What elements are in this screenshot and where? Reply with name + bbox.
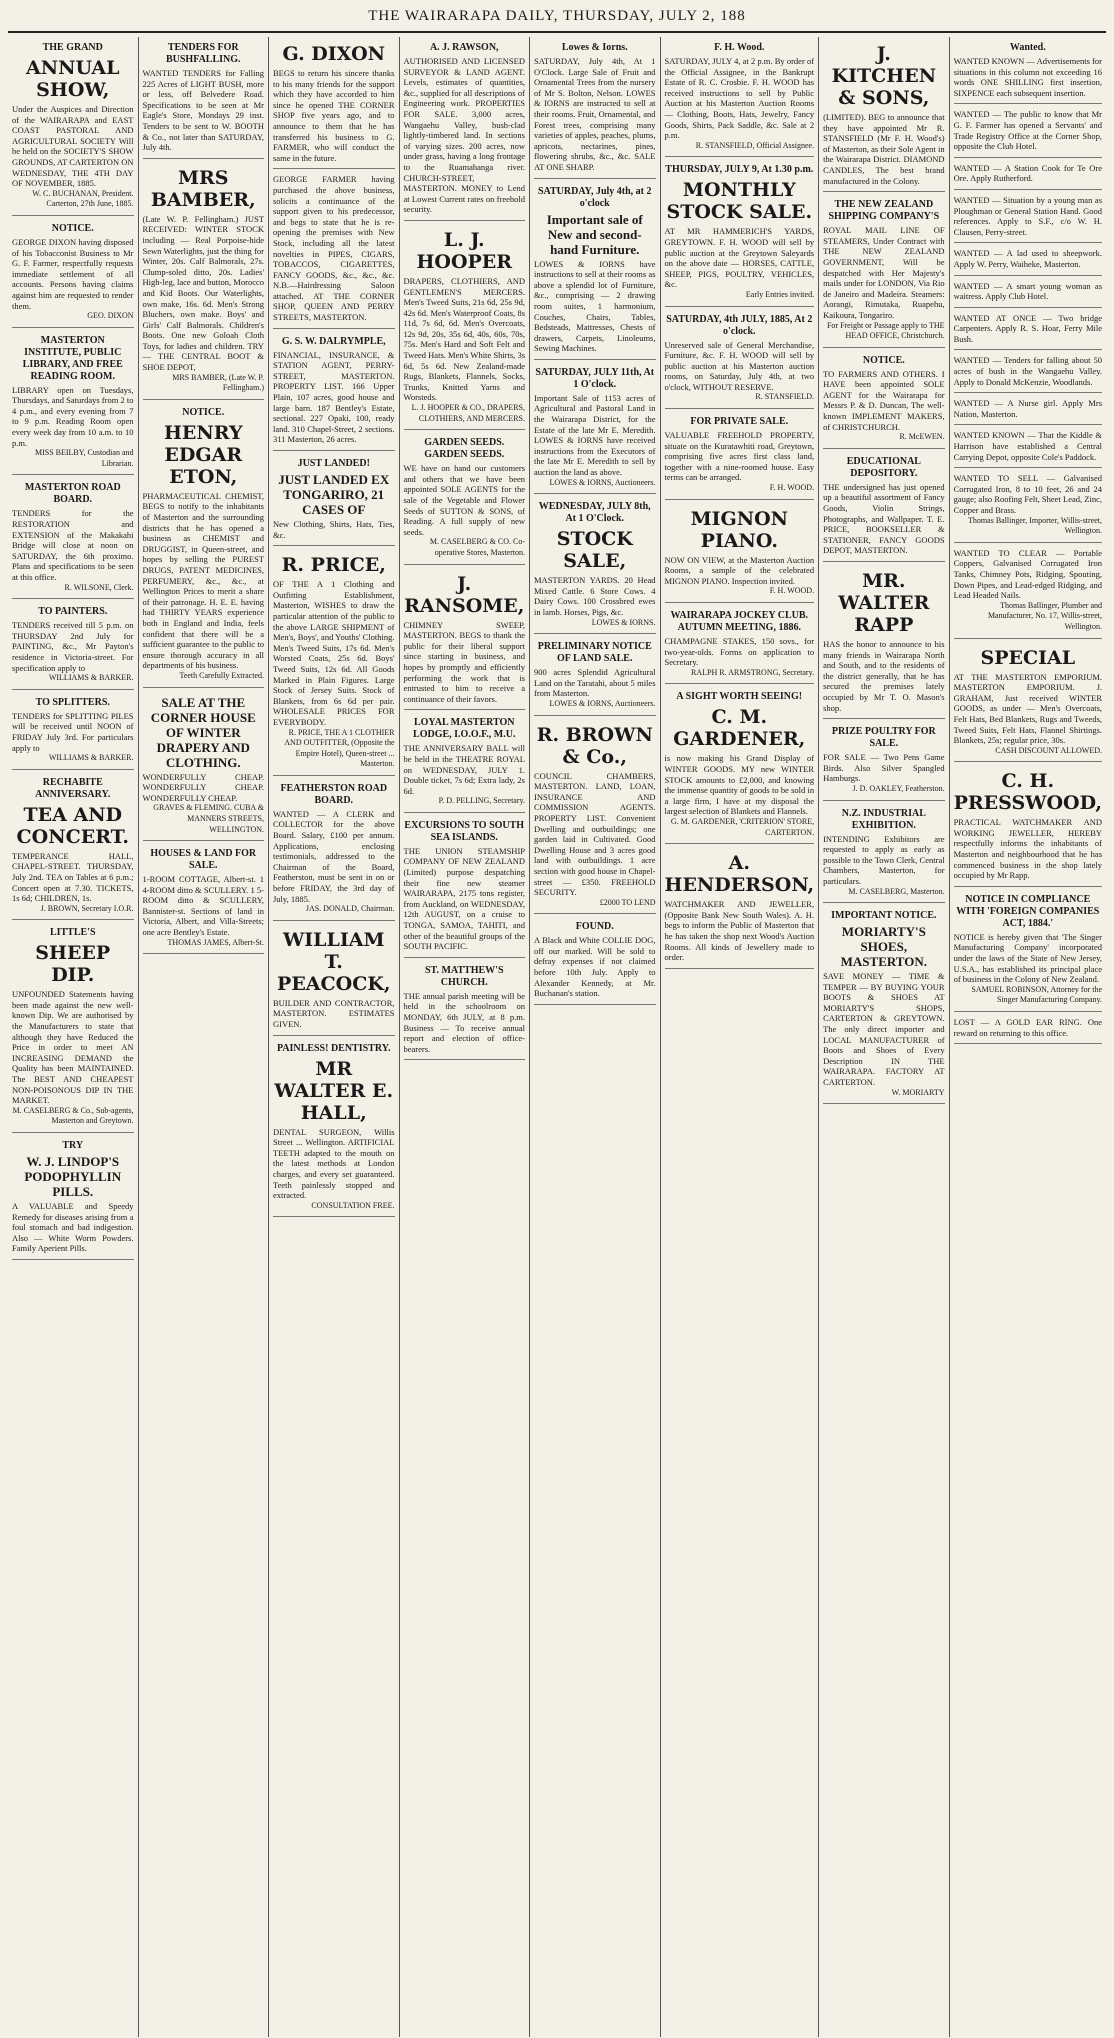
ad-display-line: R. PRICE, [281, 554, 386, 577]
advertisement [273, 331, 395, 451]
ad-display-line: SPECIAL [980, 646, 1076, 669]
ad-signature: J. BROWN, Secretary I.O.R. [40, 903, 134, 913]
ad-heading: RECHABITE ANNIVERSARY. [35, 776, 111, 800]
ad-body: 900 acres Splendid Agricultural Land on the Taratahi, about 5 miles from Masterton. [534, 667, 656, 699]
advertisement [823, 451, 945, 562]
ad-body: THE ANNIVERSARY BALL will be held in the THEATRE ROYAL on WEDNESDAY, JULY 1. Double ticket, 7s 6d; Extra lady, 2s 6d. [403, 743, 525, 796]
ad-body: TENDERS for the RESTORATION and EXTENSION of the Makakahi Bridge will close at noon on SATURDAY, the 6th proximo. Plans and specifications to be seen at this office. [12, 508, 134, 582]
ad-body: (LIMITED). BEG to announce that they have appointed Mr R. STANSFIELD (Mr F. H. Wood's) of Masterton, as their Sole Agent in the Wairarapa District. DIAMOND CANDLES, The best brand manufactured in the Colony. [823, 112, 945, 186]
advertisement [665, 309, 815, 410]
column-8 [950, 37, 1106, 2037]
ad-body: VALUABLE FREEHOLD PROPERTY, situate on the Kuratawhiti road, Greytown, comprising five acres first class land, together with a nine-roomed house. Easy terms can be arranged. [664, 430, 815, 483]
advertisement [954, 427, 1102, 468]
advertisement [404, 223, 526, 430]
ad-heading: TO PAINTERS. [38, 606, 108, 618]
advertisement [404, 567, 526, 711]
ad-body: SAVE MONEY — TIME & TEMPER — BY BUYING YOUR BOOTS & SHOES AT MORIARTY'S SHOPS, CARTERTON & GREYTOWN. The only direct importer and LOCAL MANUFACTURER of Boots and Shoes of Every Description IN THE WAIRARAPA. FACTORY AT CARTERTON. [823, 971, 945, 1088]
advertisement [273, 923, 395, 1036]
ad-body: WANTED — Situation by a young man as Ploughman or General Station Hand. Good references. Apply to S.F., c/o W. H. Clausen, Perry-street. [953, 194, 1103, 237]
ad-display-line: MORIARTY'S SHOES, MASTERTON. [840, 924, 927, 970]
ad-heading: JUST LANDED! [297, 458, 370, 469]
ad-signature: CONSULTATION FREE. [311, 1200, 395, 1210]
advertisement [404, 960, 526, 1061]
column-4 [400, 37, 531, 2037]
ad-heading: LITTLE'S [49, 927, 96, 939]
ad-heading: THE NEW ZEALAND SHIPPING COMPANY'S [828, 199, 940, 223]
ad-body: A VALUABLE and Speedy Remedy for diseases arising from a foul stomach and bad indigestion. Also — White Worm Powders. Family Aperient Pills. [12, 1201, 134, 1254]
ad-signature: LOWES & IORNS. [591, 617, 656, 627]
ad-heading: FOR PRIVATE SALE. [690, 416, 789, 428]
ad-signature: Teeth Carefully Extracted. [179, 670, 264, 680]
advertisement [823, 905, 945, 1104]
ad-signature: L. J. HOOPER & CO., DRAPERS, CLOTHIERS, AND MERCERS. [411, 403, 525, 423]
advertisement [273, 453, 395, 546]
ad-display-line: R. BROWN & Co., [536, 723, 653, 768]
ad-signature: Early Entries invited. [745, 289, 815, 299]
advertisement [273, 548, 395, 776]
ad-body: WANTED AT ONCE — Two bridge Carpenters. Apply R. S. Hoar, Ferry Mile Bush. [953, 312, 1103, 344]
ad-body: WANTED TO CLEAR — Portable Coppers, Galvanised Corrugated Iron Tanks, Chimney Pots, Ridging, Spouting, Down Pipes, and Lead-edged Ridging, and Lead Headed Nails. [953, 547, 1103, 601]
advertisement [954, 641, 1102, 763]
ad-heading: TRY [62, 1140, 84, 1151]
ad-body: DRAPERS, CLOTHIERS, AND GENTLEMEN'S MERCERS. Men's Tweed Suits, 21s 6d, 25s 9d, 42s 6d. Men's Waterproof Coats, 8s 11d, 7s 6d, 6d. Men's Overcoats, 12s 9d, 20s, 35s 6d, 40s, 60s, 70s, 75s. Men's Hard and Soft Felt and Tweed Hats. Men's White Shirts, 3s 6d, 5s 6d. New Zealand-made Rugs, Blankets, Flannels, Socks, Trunks, Knitted Yarns and Worsteds. [403, 275, 525, 403]
advertisement [665, 686, 815, 844]
ad-heading: TO SPLITTERS. [35, 696, 110, 708]
ad-display-line: MIGNON PIANO. [690, 507, 788, 552]
ad-signature: P. D. PELLING, Secretary. [438, 796, 525, 806]
ad-signature: CASH DISCOUNT ALLOWED. [995, 745, 1103, 755]
ad-body: WANTED — A Station Cook for Te Ore Ore. Apply Rutherford. [953, 162, 1103, 184]
ad-display-line: A. HENDERSON, [664, 852, 815, 897]
ad-signature: THOMAS JAMES, Albert-St. [167, 937, 264, 947]
advertisement [534, 916, 656, 1005]
advertisement [954, 545, 1102, 639]
advertisement [534, 37, 656, 179]
advertisement [954, 245, 1102, 275]
advertisement [954, 470, 1102, 543]
ad-display-line: W. J. LINDOP'S PODOPHYLLIN PILLS. [24, 1154, 122, 1199]
ad-heading: WEDNESDAY, JULY 8th, At 1 O'Clock. [538, 501, 651, 525]
ad-heading: MASTERTON ROAD BOARD. [24, 482, 121, 506]
ad-heading: SATURDAY, July 4th, at 2 o'clock [537, 185, 652, 209]
advertisement [823, 350, 945, 449]
ad-heading: LOYAL MASTERTON LODGE, I.O.O.F., M.U. [413, 717, 516, 741]
advertisement [954, 160, 1102, 190]
ad-heading: NOTICE. [862, 354, 905, 366]
ad-display-line: Important sale of New and second-hand Furniture. [546, 211, 643, 257]
ad-heading: EXCURSIONS TO SOUTH SEA ISLANDS. [404, 819, 525, 843]
ad-body: LOWES & IORNS have instructions to sell at their rooms as above a splendid lot of Furniture, &c., comprising — 2 drawing room suites, 1 harmonium, Couches, Chairs, Tables, Bedsteads, Mattresses, Chests of drawers, Carpets, Linoleums, Sewing Machines. [534, 258, 656, 354]
ad-heading: MASTERTON INSTITUTE, PUBLIC LIBRARY, AND FREE READING ROOM. [22, 334, 123, 382]
ad-body: TO FARMERS AND OTHERS. I HAVE been appointed SOLE AGENT for the Wairarapa for Messrs P. & D. Duncan, The well-known IMPLEMENT MAKERS, of CHRISTCHURCH. [823, 368, 945, 432]
advertisement [665, 411, 815, 500]
advertisement [534, 636, 656, 715]
ad-body: NOW ON VIEW, at the Masterton Auction Rooms, a sample of the celebrated MIGNON PIANO. Inspection invited. [664, 554, 815, 586]
ad-body: DENTAL SURGEON, Willis Street ... Wellington. ARTIFICIAL TEETH adapted to the mouth on the latest methods at London charges, and every set guaranteed. Teeth painlessly stopped and extracted. [273, 1126, 395, 1201]
ad-display-line: JUST LANDED EX TONGARIRO, 21 CASES OF [278, 472, 390, 517]
ad-heading: NOTICE. [51, 222, 94, 234]
ad-heading: Lowes & Iorns. [561, 42, 628, 53]
ad-heading: NOTICE. [182, 406, 225, 418]
advertisement [12, 922, 134, 1133]
ad-display-line: J. KITCHEN & SONS, [831, 43, 937, 109]
ad-signature: R. STANSFIELD, Official Assignee. [695, 140, 815, 150]
ad-body: WANTED TO SELL — Galvanised Corrugated Iron, 8 to 10 feet, 26 and 24 gauge; also Roofing Felt, Sheet Lead, Zinc, Copper and Brass. [953, 473, 1103, 515]
ad-display-line: WILLIAM T. PEACOCK, [277, 928, 391, 995]
ad-body: CHAMPAGNE STAKES, 150 sovs., for two-year-olds. Forms on application to Secretary. [664, 636, 815, 668]
ad-body: ROYAL MAIL LINE OF STEAMERS, Under Contract with THE NEW ZEALAND GOVERNMENT, Will be despatched with Her Majesty's mails under for LONDON, Via Rio de Janeiro and Madeira. Steamers: Aorangi, Rimutaka, Ruapehu, Kaikoura, Tongariro. [823, 225, 945, 320]
ad-body: WANTED — A CLERK and COLLECTOR for the above Board. Salary, £100 per annum. Applications, enclosing testimonials, addressed to the Chairman of the Board, Featherston, must be sent in on or before FRIDAY, the 3rd day of July, 1885. [273, 808, 395, 904]
ad-heading: N.Z. INDUSTRIAL EXHIBITION. [841, 807, 926, 831]
ad-signature: R. PRICE, THE A 1 CLOTHIER AND OUTFITTER, (Opposite the Empire Hotel), Queen-street ... Masterton. [284, 727, 395, 769]
advertisement [823, 803, 945, 904]
ad-body: THE undersigned has just opened up a beautiful assortment of Fancy Goods, Violin Strings, Photographs, and Wallpaper. T. E. PRICE, BOOKSELLER & STATIONER, FANCY GOODS DEPOT, MASTERTON. [823, 481, 945, 556]
ad-body: CHIMNEY SWEEP, MASTERTON. BEGS to thank the public for their liberal support since starting in business, and hopes by promptly and efficiently performing the work that is entrusted to him to receive a continuance of their favors. [403, 619, 525, 704]
ad-signature: W. MORIARTY [891, 1087, 945, 1097]
advertisement [12, 477, 134, 599]
ad-body: WANTED KNOWN — That the Kiddle & Harrison have established a Central Carrying Depot, opposite Cole's Paddock. [953, 430, 1103, 462]
ad-signature: MRS BAMBER, (Late W. P. Fellingham.) [172, 372, 264, 393]
ad-signature: F. H. WOOD. [769, 586, 815, 596]
masthead-title: THE WAIRARAPA DAILY, THURSDAY, JULY 2, 188 [368, 8, 746, 24]
ad-signature: M. CASELBERG & Co., Sub-agents, Masterton and Greytown. [12, 1105, 134, 1126]
advertisement [12, 692, 134, 770]
ad-signature: G. M. GARDENER, 'CRITERION' STORE, CARTERTON. [670, 816, 815, 837]
ad-body: THE annual parish meeting will be held in the schoolroom on MONDAY, 6th JULY, at 8 p.m. Business — To receive annual report and election of office-bearers. [403, 990, 525, 1054]
advertisement [954, 278, 1102, 308]
advertisement [954, 192, 1102, 243]
ad-body: FINANCIAL, INSURANCE, & STATION AGENT, PERRY-STREET, MASTERTON. PROPERTY LIST. 166 Upper Plain, 107 acres, good house and large barn. 187 Bentley's Estate, sectional. 227 Opaki, 100, ready land. 310 Chapel-Street, 2 sections. 311 Masterton, 26 acres. [273, 349, 395, 445]
ad-body: WANTED — A Nurse girl. Apply Mrs Nation, Masterton. [953, 398, 1103, 419]
ad-signature: Thomas Ballinger, Plumber and Manufacturer, No. 17, Willis-street, Wellington. [987, 600, 1103, 631]
advertisement [954, 395, 1102, 425]
ad-heading: NOTICE IN COMPLIANCE WITH 'FOREIGN COMPANIES ACT, 1884.' [956, 893, 1100, 929]
ad-body: BUILDER AND CONTRACTOR, MASTERTON. ESTIMATES GIVEN. [273, 997, 395, 1029]
advertisement [404, 37, 526, 221]
ad-signature: J. D. OAKLEY, Featherston. [852, 783, 945, 793]
ad-heading: FEATHERSTON ROAD BOARD. [280, 782, 388, 806]
ad-signature: GRAVES & FLEMING. CUBA & MANNERS STREETS, WELLINGTON. [153, 803, 264, 834]
ad-display-line: ANNUAL SHOW, [25, 57, 120, 101]
ad-body: 1-ROOM COTTAGE, Albert-st. 1 4-ROOM ditto & SCULLERY. 1 5-ROOM ditto & SCULLERY, Bannister-st. Sections of land in Victoria, Albert, and Villa-Streets; one acre Bentley's Estate. [142, 874, 264, 938]
advertisement [12, 37, 134, 216]
ad-signature: M. CASELBERG, Masterton. [848, 886, 945, 896]
ad-body: NOTICE is hereby given that 'The Singer Manufacturing Company' incorporated under the laws of the State of New Jersey, U.S.A., has established its principal place of business in the Colony of New Zealand. [953, 931, 1103, 985]
advertisement [665, 502, 815, 603]
ad-heading: TENDERS FOR BUSHFALLING. [165, 42, 241, 65]
ad-display-line: MONTHLY STOCK SALE. [666, 179, 813, 224]
columns-container [8, 37, 1106, 2037]
advertisement [404, 432, 526, 564]
ad-heading: THURSDAY, JULY 9, At 1.30 p.m. [665, 164, 814, 176]
ad-body: Unreserved sale of General Merchandise, Furniture, &c. F. H. WOOD will sell by public auction at his Masterton auction rooms, on Saturday, July 4th, at two o'clock, WITHOUT RESERVE. [664, 339, 815, 392]
ad-body: AUTHORISED AND LICENSED SURVEYOR & LAND AGENT. Levels, estimates of quantities, &c., supplied for all descriptions of Engineering work. PROPERTIES FOR SALE. 3,000 acres, Wangaehu Valley, bush-clad lightly-timbered land. In sections of varying sizes. 200 acres, now under grass, having a long frontage to the Ruamahanga river. CHURCH-STREET, MASTERTON. MONEY to Lend at Lowest Current rates on freehold security. [403, 56, 525, 215]
ad-signature: £2000 TO LEND [599, 897, 656, 907]
ad-display-line: MR. WALTER RAPP [838, 570, 930, 636]
ad-body: WONDERFULLY CHEAP. WONDERFULLY CHEAP. WONDERFULLY CHEAP. [142, 771, 264, 803]
ad-body: GEORGE FARMER having purchased the above business, solicits a continuance of the support given to his predecessor, and begs to state that he is re-opening the premises with New Stock, including all the latest novelties in PIPES, CIGARS, TOBACCOS, CIGARETTES, FANCY GOODS, &c., &c., &c. N.B.—Hairdressing Saloon attached. AT THE CORNER SHOP, QUEEN AND PERRY STREETS, MASTERTON. [273, 174, 395, 323]
advertisement [954, 310, 1102, 351]
ad-body: COUNCIL CHAMBERS, MASTERTON. LAND, LOAN, INSURANCE AND COMMISSION AGENTS. PROPERTY LIST. Convenient Dwelling and outbuildings; one garden laid in Cultivated. Good Dwelling House and 3 acres good land with outbuildings. 1 acre section with good house in Chapel-street — £350. FREEHOLD SECURITY. [534, 770, 656, 898]
ad-signature: R. WILSONE, Clerk. [64, 582, 134, 592]
ad-signature: JAS. DONALD, Chairman. [305, 904, 395, 914]
ad-signature: For Freight or Passage apply to THE HEAD OFFICE, Christchurch. [826, 320, 945, 341]
ad-heading: SATURDAY, 4th JULY, 1885, At 2 o'clock. [666, 313, 813, 337]
ad-display-line: TEA AND CONCERT. [16, 803, 129, 848]
advertisement [823, 37, 945, 192]
advertisement [143, 843, 265, 954]
ad-signature: SAMUEL ROBINSON, Attorney for the Singer Manufacturing Company. [971, 984, 1103, 1005]
ad-body: MASTERTON YARDS. 20 Head Mixed Cattle. 6 Store Cows. 4 Dairy Cows. 100 Crossbred ewes in lamb. Horses, Pigs, &c. [534, 575, 656, 617]
ad-signature: W. C. BUCHANAN, President. Carterton, 27th June, 1885. [32, 188, 134, 209]
advertisement [954, 352, 1102, 393]
advertisement [823, 564, 945, 719]
ad-body: New Clothing, Shirts, Hats, Ties, &c. [273, 519, 395, 540]
ad-body: WE have on hand our customers and others that we have been appointed SOLE AGENTS for the sale of the Vegetable and Flower Seeds of SUTTON & SONS, of Reading. A full supply of new seeds. [403, 463, 525, 537]
ad-signature: WILLIAMS & BARKER. [48, 673, 134, 683]
advertisement [823, 194, 945, 348]
ad-signature: Thomas Ballinger, Importer, Willis-street, Wellington. [968, 515, 1103, 536]
column-3 [269, 37, 400, 2037]
ad-body: LOST — A GOLD EAR RING. One reward on returning to this office. [953, 1017, 1103, 1038]
ad-body: FOR SALE — Two Pens Game Birds. Also Silver Spangled Hamburgs. [823, 752, 945, 784]
advertisement [665, 846, 815, 969]
ad-display-line: L. J. HOOPER [416, 228, 513, 273]
ad-signature: RALPH R. ARMSTRONG, Secretary. [691, 667, 815, 677]
advertisement [954, 37, 1102, 104]
ad-body: Under the Auspices and Direction of the WAIRARAPA and EAST COAST PASTORAL AND AGRICULTURAL SOCIETY Will be held on the SOCIETY'S SHOW GROUNDS, AT CARTERTON ON WEDNESDAY, THE 4TH DAY OF NOVEMBER, 1885. [12, 104, 134, 189]
ad-heading: PRIZE POULTRY FOR SALE. [831, 726, 936, 750]
ad-body: GEORGE DIXON having disposed of his Tobacconist Business to Mr G. F. Farmer, respectfully requests immediate settlement of all accounts. Persons having claims against him are requested to render them. [12, 236, 134, 311]
ad-signature: F. H. WOOD. [769, 483, 815, 493]
ad-display-line: MRS BAMBER, [150, 166, 256, 211]
advertisement [954, 889, 1102, 1012]
advertisement [273, 171, 395, 328]
column-2 [139, 37, 270, 2037]
ad-body: (Late W. P. Fellingham.) JUST RECEIVED: WINTER STOCK including — Real Porpoise-hide Sewn Waterlights, just the thing for Winter, 20s. Calf Balmorals, 27s. Clump-soled ditto, 20s. Ladies' High-leg, lace and button, Morocco and Kid Boots. Our Waterlights, own make, 16s. 6d. Men's Strong Bluchers, own make. Boys' and Girls' Calf Balmorals. Children's Boots. One new Goloah Cloth Toys, for ladies and children. TRY — THE CENTRAL BOOT & SHOE DEPOT, [142, 213, 264, 373]
ad-heading: THE GRAND [42, 42, 103, 53]
ad-heading: A SIGHT WORTH SEEING! [676, 691, 803, 703]
ad-body: SATURDAY, July 4th, At 1 O'Clock. Large Sale of Fruit and Ornamental Trees from the nursery of Mr S. Bolton, Nelson. LOWES & IORNS are instructed to sell at their rooms. Fruit, Ornamental, and Forest trees, comprising many varieties of apples, peaches, plums, apricots, nectarines, pines, flowering shrubs, &c., &c. SALE AT ONE SHARP. [534, 56, 656, 172]
ad-heading: FOUND. [575, 921, 614, 933]
advertisement [534, 362, 656, 494]
advertisement [665, 37, 815, 157]
advertisement [404, 712, 526, 813]
ad-signature: WILLIAMS & BARKER. [48, 753, 134, 763]
ad-display-line: C. H. PRESSWOOD, [953, 770, 1103, 815]
column-1 [8, 37, 139, 2037]
ad-heading: Wanted. [1009, 42, 1046, 53]
advertisement [665, 159, 815, 306]
ad-body: WANTED — Tenders for falling about 50 acres of bush in the Wangaehu Valley. Apply to Donald McKenzie, Woodlands. [953, 355, 1103, 387]
masthead [8, 4, 1106, 33]
advertisement [273, 1038, 395, 1218]
ad-heading: EDUCATIONAL DEPOSITORY. [846, 455, 921, 479]
ad-heading: PRELIMINARY NOTICE OF LAND SALE. [537, 641, 652, 665]
ad-body: UNFOUNDED Statements having been made against the new well-known Dip. We are authorised by the Manufacturers to state that although they have Reduced the Price in order to meet AN INCREASING DEMAND the Quality has been MAINTAINED. The BEST AND CHEAPEST NON-POISONOUS DIP IN THE MARKET. [12, 989, 134, 1106]
ad-signature: LOWES & IORNS, Auctioneers. [549, 698, 656, 708]
advertisement [404, 815, 526, 958]
ad-display-line: STOCK SALE, [556, 528, 633, 573]
ad-body: Important Sale of 1153 acres of Agricultural and Pastoral Land in the Wairarapa District, for the Estate of the late Mr E. Meredith. LOWES & IORNS have received instructions from the Executors of the late Mr E. Meredith to sell by auction the land as above. [534, 392, 656, 478]
advertisement [534, 181, 656, 360]
column-7 [819, 37, 950, 2037]
column-5 [530, 37, 661, 2037]
ad-signature: R. McEWEN. [899, 432, 945, 442]
advertisement [823, 721, 945, 800]
ad-body: LIBRARY open on Tuesdays, Thursdays, and Saturdays from 2 to 4 p.m., and every evening from 7 to 9 p.m. Reading Room open every week day from 10 a.m. to 10 p.m. [12, 384, 134, 448]
ad-signature: R. STANSFIELD. [755, 392, 815, 402]
advertisement [143, 690, 265, 842]
ad-body: BEGS to return his sincere thanks to his many friends for the support which they have accorded to him since he opened THE CORNER SHOP five years ago, and to announce to them that he has transferred his business to G. FARMER, who will conduct the same in the future. [273, 68, 395, 163]
advertisement [954, 764, 1102, 887]
ad-body: WATCHMAKER AND JEWELLER, (Opposite Bank New South Wales). A. H. begs to inform the Public of Masterton that he has taken the shop next Wood's Auction Rooms. All kinds of Jewellery made to order. [664, 899, 815, 963]
advertisement [954, 1014, 1102, 1044]
ad-heading: A. J. RAWSON, [429, 42, 499, 53]
ad-heading: ST. MATTHEW'S CHURCH. [424, 964, 504, 988]
ad-signature: GEO. DIXON [87, 311, 134, 321]
advertisement [143, 37, 265, 159]
ad-body: TEMPERANCE HALL, CHAPEL-STREET. THURSDAY, July 2nd. TEA on Tables at 6 p.m.; Concert open at 7.30. TICKETS, 1s 6d; CHILDREN, 1s. [12, 850, 134, 904]
ad-display-line: MR WALTER E. HALL, [274, 1057, 394, 1124]
ad-body: TENDERS received till 5 p.m. on THURSDAY 2nd July for PAINTING, &c., Mr Payton's residence in Victoria-street. For specification apply to [12, 620, 134, 673]
ad-display-line: SHEEP DIP. [35, 942, 111, 987]
ad-body: HAS the honor to announce to his many friends in Wairarapa North and South, and to the residents of the district generally, that he has secured the premises lately occupied by Mr T. O. Mason's shop. [823, 639, 945, 713]
ad-body: TENDERS for SPLITTING PILES will be received until NOON of FRIDAY July 3rd. For particulars apply to [12, 710, 134, 753]
ad-body: AT THE MASTERTON EMPORIUM. MASTERTON EMPORIUM. J. GRAHAM, Just received WINTER GOODS, as under — Men's Overcoats, Felt Hats, Bed Blankets, Rugs and Tweeds, Tweed Suits, Felt Hats, Flannel Shirtings. Blankets, 25s; regular price, 30s. [953, 671, 1103, 746]
advertisement [12, 330, 134, 476]
ad-display-line: C. M. GARDENER, [673, 706, 806, 751]
ad-body: WANTED — A lad used to sheepwork. Apply W. Perry, Waiheke, Masterton. [953, 248, 1103, 269]
ad-body: SATURDAY, JULY 4, at 2 p.m. By order of the Official Assignee, in the Bankrupt Estate of R. C. Crosbie. F. H. WOOD has received instructions to sell by Public Auction at his Masterton Auction Rooms — Clothing, Boots, Hats, Jewelry, Fancy Goods, Shirts, Pack Saddle, &c. Sale at 2 p.m. [664, 56, 815, 141]
ad-body: WANTED KNOWN — Advertisements for situations in this column not exceeding 16 words ONE SHILLING first insertion, SIXPENCE each subsequent insertion. [953, 56, 1103, 98]
ad-heading: G. S. W. DALRYMPLE, [281, 335, 386, 347]
ad-body: PHARMACEUTICAL CHEMIST, BEGS to notify to the inhabitants of Masterton and the surrounding districts that he has opened a business as CHEMIST and DRUGGIST, in Queen-street, and hopes by selling the PUREST DRUGS, PATENT MEDICINES, PERFUMERY, &c., &c., at Wellington Prices to merit a share of their patronage. H. E. E. having had THIRTY YEARS experience both in England and India, feels confident that there will be a sufficient guarantee to the public to ensure thorough accuracy in all departments of his business. [142, 490, 264, 671]
ad-heading: HOUSES & LAND FOR SALE. [150, 848, 257, 872]
ad-display-line: G. DIXON [282, 43, 385, 65]
advertisement [954, 106, 1102, 157]
advertisement [534, 718, 656, 915]
advertisement [12, 772, 134, 921]
ad-heading: GARDEN SEEDS. GARDEN SEEDS. [424, 437, 505, 461]
ad-body: is now making his Grand Display of WINTER GOODS. MY new WINTER STOCK amounts to £2,000, and knowing the immense quantity of goods to be sold in a large firm, I have at my disposal the largest selection of Blankets and Flannels. [664, 753, 815, 817]
ad-heading: PAINLESS! DENTISTRY. [276, 1042, 391, 1054]
advertisement [665, 605, 815, 684]
advertisement [143, 161, 265, 400]
advertisement [143, 402, 265, 688]
ad-body: INTENDING Exhibitors are requested to apply as early as possible to the Town Clerk, Central Chambers, Masterton, for particulars. [823, 833, 945, 886]
ad-heading: IMPORTANT NOTICE. [831, 910, 937, 922]
ad-body: PRACTICAL WATCHMAKER AND WORKING JEWELLER, HEREBY respectfully informs the inhabitants of Masterton and neighbourhood that he has commenced business in the shop lately occupied by Mr Rapp. [953, 817, 1103, 881]
ad-body: WANTED — The public to know that Mr G. F. Farmer has opened a Servants' and Trade Registry Office at the Corner Shop, opposite the Club Hotel. [953, 109, 1103, 152]
ad-signature: M. CASELBERG & CO. Co-operative Stores, Masterton. [429, 537, 525, 557]
ad-display-line: J. RANSOME, [404, 572, 525, 617]
ad-body: WANTED TENDERS for Falling 225 Acres of LIGHT BUSH, more or less, off Belvedere Road. Specifications to be seen at Mr Eagle's Store, Mondays 29 inst. Tenders to be sent to W. BOOTH & Co., not later than SATURDAY, July 4th. [142, 68, 264, 153]
advertisement [12, 601, 134, 690]
advertisement [273, 778, 395, 921]
ad-display-line: SALE AT THE CORNER HOUSE OF WINTER DRAPERY AND CLOTHING. [150, 694, 256, 770]
advertisement [12, 1135, 134, 1260]
advertisement [273, 37, 395, 169]
ad-signature: MISS BEILBY, Custodian and Librarian. [34, 448, 134, 468]
ad-heading: SATURDAY, JULY 11th, At 1 O'clock. [535, 366, 655, 390]
advertisement [12, 218, 134, 328]
advertisement [534, 496, 656, 634]
ad-body: AT MR HAMMERICH'S YARDS, GREYTOWN. F. H. WOOD will sell by public auction at the Greytown Saleyards on the above date — HORSES, CATTLE, SHEEP, PIGS, POULTRY, VEHICLES, &c. [664, 226, 815, 290]
ad-body: THE UNION STEAMSHIP COMPANY OF NEW ZEALAND (Limited) purpose despatching their fine new steamer WAIRARAPA, 2175 tons register, from Auckland, on WEDNESDAY, 12th AUGUST, on a cruise to TONGA, SAMOA, TAHITI, and other of the beautiful groups of the SOUTH PACIFIC. [403, 845, 525, 952]
ad-body: A Black and White COLLIE DOG, off our marked. Will be sold to defray expenses if not claimed before 10th July. Apply to Alexander Kennedy, at Mr. Buchanan's station. [534, 935, 656, 999]
ad-heading: WAIRARAPA JOCKEY CLUB. AUTUMN MEETING, 1886. [670, 610, 809, 633]
ad-body: WANTED — A smart young woman as waitress. Apply Club Hotel. [953, 280, 1103, 302]
ad-signature: LOWES & IORNS, Auctioneers. [549, 477, 656, 487]
ad-body: OF THE A 1 Clothing and Outfitting Establishment, Masterton, WISHES to draw the particular attention of the public to the above LARGE SHIPMENT of Men's, Boys', and Youths' Clothing. Men's Tweed Suits, 17s 6d. Men's Worsted Coats, 25s 6d. Boys' Tweed Suits, 12s 6d. All Goods Marked in Plain Figures. Large Stock of Jersey Suits. Stock of Blankets, from 6s 6d per pair. WHOLESALE PRICES FOR EVERYBODY. [273, 579, 395, 727]
ad-display-line: HENRY EDGAR ETON, [163, 421, 243, 488]
column-6 [661, 37, 820, 2037]
ad-heading: F. H. Wood. [714, 42, 765, 53]
